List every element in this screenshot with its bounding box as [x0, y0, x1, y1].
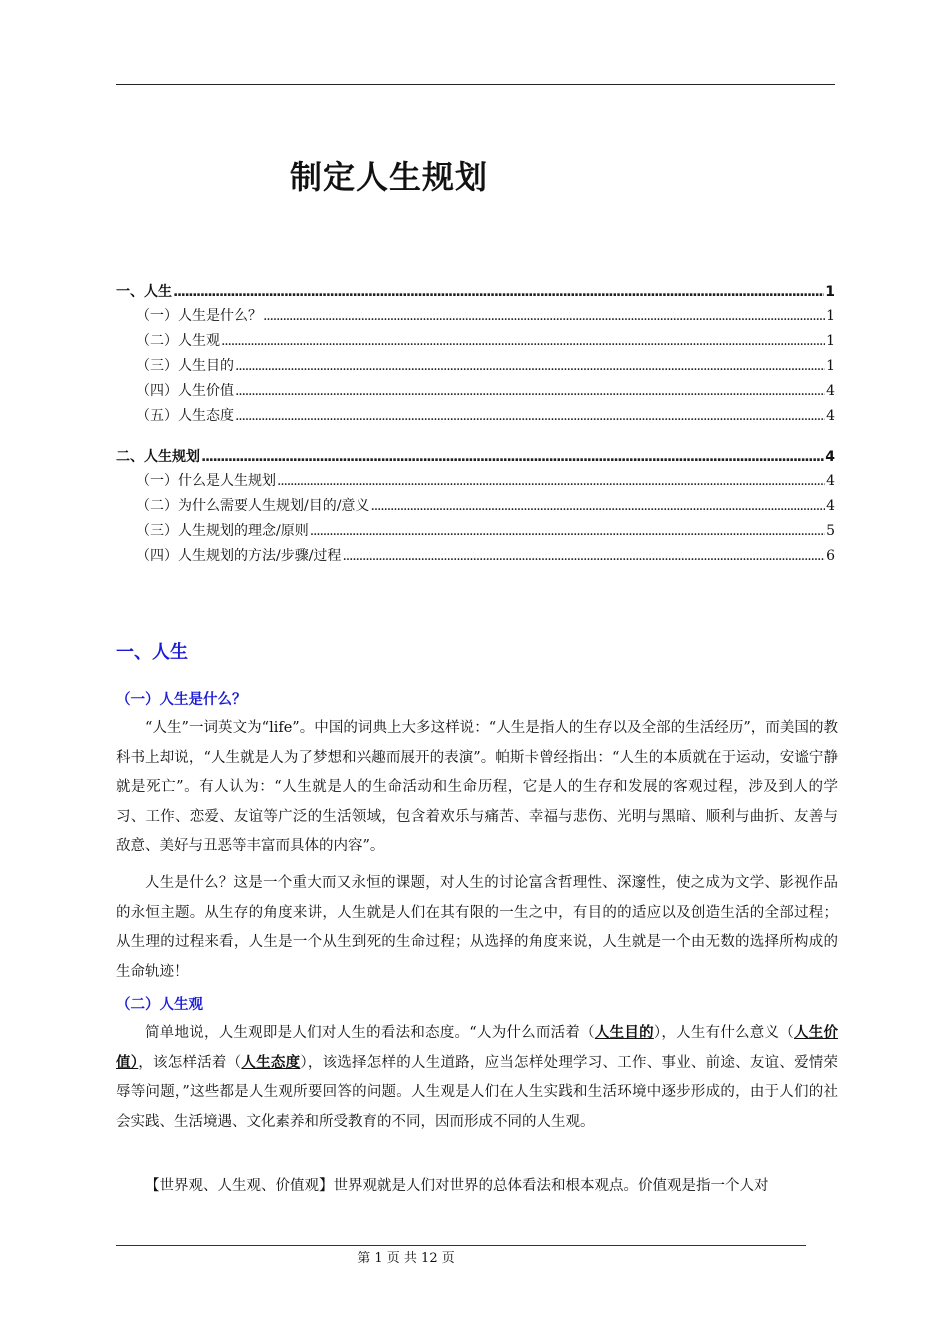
footer-rule	[116, 1245, 806, 1246]
toc-entry[interactable]: （二）人生观 ..... 1	[116, 329, 835, 354]
toc-entry[interactable]: （三）人生规划的理念/原则 ..... 5	[116, 519, 835, 544]
header-rule	[116, 84, 835, 85]
toc-entry[interactable]: （五）人生态度 ..... 4	[116, 404, 835, 429]
toc-entry[interactable]: （三）人生目的 ..... 1	[116, 354, 835, 379]
underlined-term: 人生目的	[594, 1025, 654, 1041]
toc-entry[interactable]: （一）什么是人生规划 ..... 4	[116, 469, 835, 494]
subsection-heading: （一）人生是什么？	[116, 692, 247, 708]
paragraph: “人生”一词英文为“life”。中国的词典上大多这样说：“人生是指人的生存以及全部的生活经历”，而美国的教科书上却说，“人生就是人为了梦想和兴趣而展开的表演”。帕斯卡曾经指出：“人生的本质就在于运动，安谧宁静就是死亡”。有人认为：“人生就是人的生命活动和生命历程，它是人的生存和发展的客观过程，涉及到人的学习、工作、恋爱、友谊等广泛的生活领域，包含着欢乐与痛苦、幸福与悲伤、光明与黑暗、顺利与曲折、友善与敌意、美好与丑恶等丰富而具体的内容”。	[116, 720, 838, 854]
subsection-heading: （二）人生观	[116, 997, 203, 1013]
paragraph: 人生是什么？这是一个重大而又永恒的课题，对人生的讨论富含哲理性、深邃性，使之成为文学、影视作品的永恒主题。从生存的角度来讲，人生就是人们在其有限的一生之中，有目的的适应以及创造生活的全部过程；从生理的过程来看，人生是一个从生到死的生命过程；从选择的角度来说，人生就是一个由无数的选择所构成的生命轨迹！	[116, 875, 838, 980]
table-of-contents	[116, 280, 835, 569]
toc-entry[interactable]: （一）人生是什么？ ..... 1	[116, 304, 835, 329]
toc-entry[interactable]: （四）人生规划的方法/步骤/过程 ..... 6	[116, 544, 835, 569]
toc-entry[interactable]: （四）人生价值 ..... 4	[116, 379, 835, 404]
paragraph: 简单地说，人生观即是人们对人生的看法和态度。“人为什么而活着（人生目的），人生有什么意义（人生价值），该怎样活着（人生态度），该选择怎样的人生道路，应当怎样处理学习、工作、事业、前途、友谊、爱情荣辱等问题，”这些都是人生观所要回答的问题。人生观是人们在人生实践和生活环境中逐步形成的，由于人们的社会实践、生活境遇、文化素养和所受教育的不同，因而形成不同的人生观。	[116, 1025, 839, 1130]
underlined-term: 人生态度	[241, 1054, 301, 1071]
underlined-term: 人生价值）	[116, 1025, 839, 1071]
toc-entry-section-2[interactable]: 二、人生规划 ..... 4	[116, 445, 835, 469]
paragraph: 【世界观、人生观、价值观】世界观就是人们对世界的总体看法和根本观点。价值观是指一个人对	[145, 1178, 769, 1194]
document-title: 制定人生规划	[290, 158, 489, 196]
page-number-footer: 第 1 页 共 12 页	[357, 1251, 455, 1266]
section-heading: 一、人生	[116, 642, 188, 663]
toc-entry-section-1[interactable]: 一、人生 ..... 1	[116, 280, 835, 304]
toc-entry[interactable]: （二）为什么需要人生规划/目的/意义 ..... 4	[116, 494, 835, 519]
